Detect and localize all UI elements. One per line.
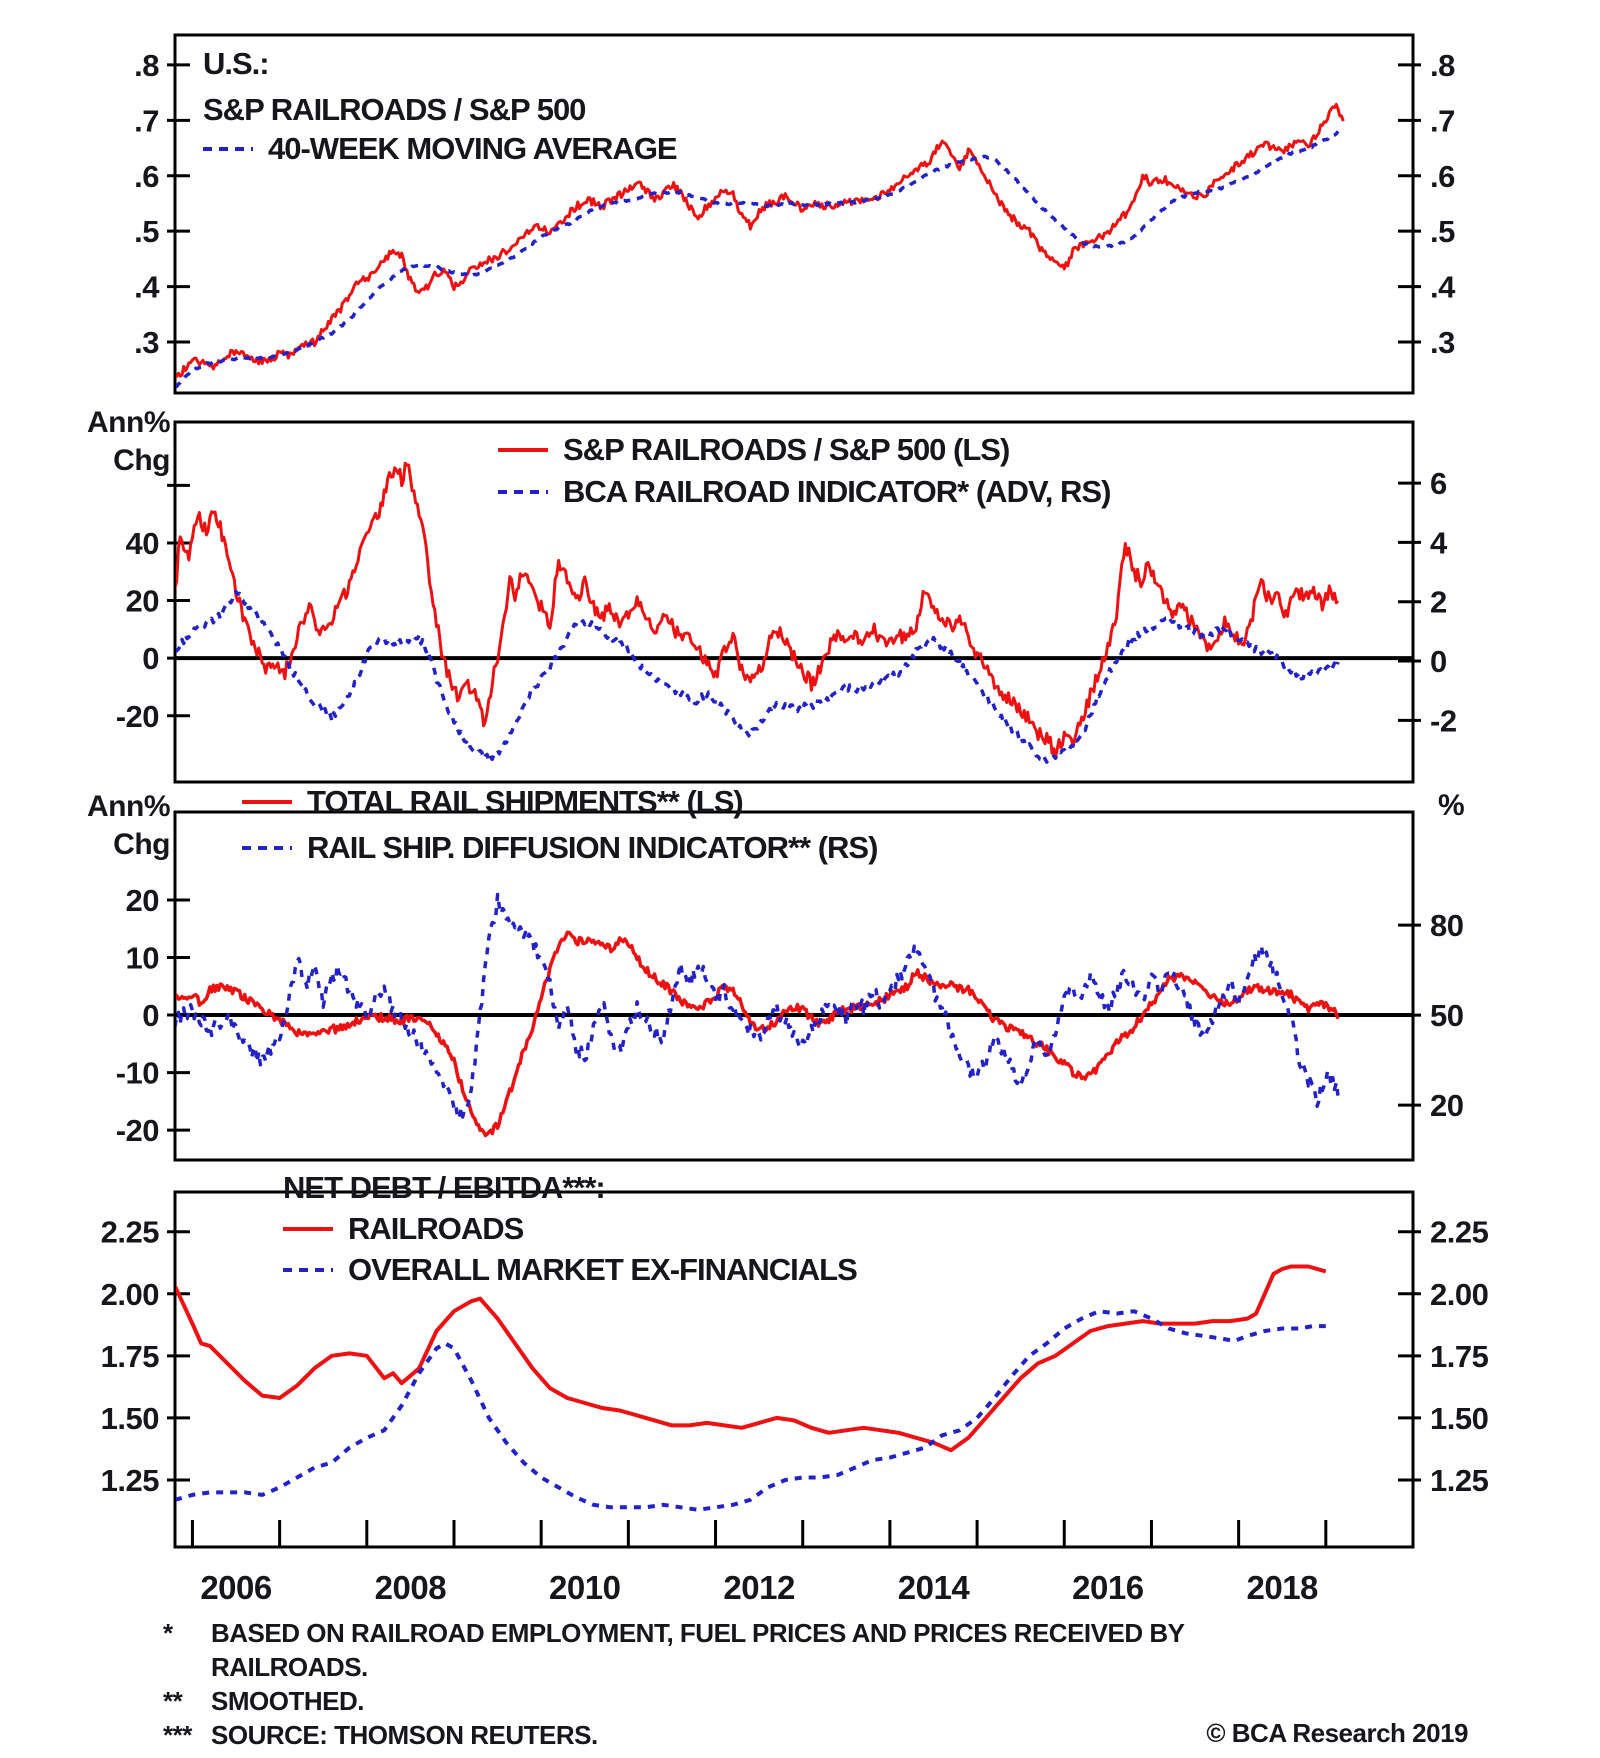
panel4-legend-market-ex-financials (283, 1252, 857, 1288)
x-axis-year-label: 2014 (897, 1569, 970, 1606)
legend-label: OVERALL MARKET EX-FINANCIALS (348, 1252, 857, 1287)
panel2-legend-sp-railroads-ls (498, 432, 1009, 468)
series-line-blue (175, 592, 1338, 762)
y-axis-tick-label: 2.25 (1430, 1214, 1489, 1250)
region-label-text: U.S.: (203, 46, 269, 81)
series-line-blue (175, 1311, 1326, 1510)
y-axis-tick-label: .5 (134, 214, 159, 250)
y-axis-tick-label: 20 (125, 883, 159, 919)
panel4-title (283, 1170, 605, 1206)
red-line-swatch-icon (498, 448, 548, 452)
y-axis-tick-label: -20 (115, 1113, 159, 1149)
panel1-legend-sp-railroads (203, 92, 585, 128)
series-line-blue (175, 131, 1338, 386)
y-axis-tick-label: 1.25 (100, 1462, 159, 1498)
panel2-left-axis-unit (55, 404, 170, 480)
axis-unit-line: Ann% (87, 406, 170, 439)
blue-dashed-line-swatch-icon (203, 147, 253, 151)
footnote-text: RAILROADS. (211, 1652, 368, 1682)
panel3-legend-rail-shipments (242, 784, 743, 820)
blue-dashed-line-swatch-icon (283, 1268, 333, 1272)
y-axis-tick-label: .7 (1430, 103, 1455, 139)
y-axis-tick-label: 1.50 (1430, 1400, 1489, 1436)
axis-unit-line: % (1438, 789, 1465, 822)
y-axis-tick-label: 0 (142, 998, 159, 1034)
y-axis-tick-label: 6 (1430, 466, 1447, 502)
blue-dashed-line-swatch-icon (242, 846, 292, 850)
y-axis-tick-label: .6 (134, 158, 159, 194)
y-axis-tick-label: 0 (1430, 644, 1447, 680)
legend-label: RAILROADS (348, 1211, 524, 1246)
x-axis-year-label: 2008 (374, 1569, 447, 1606)
x-axis-year-label: 2006 (200, 1569, 272, 1606)
axis-unit-line: Chg (113, 444, 170, 477)
panel1-legend-40wk-ma (203, 131, 677, 167)
footnote-marker: * (163, 1618, 173, 1648)
red-line-swatch-icon (283, 1227, 333, 1231)
y-axis-tick-label: .3 (1430, 325, 1455, 361)
y-axis-tick-label: .4 (1430, 269, 1455, 305)
axis-unit-line: Ann% (87, 790, 170, 823)
x-axis-year-label: 2010 (549, 1569, 621, 1606)
series-line-red (175, 932, 1338, 1135)
panel3-left-axis-unit (55, 788, 170, 864)
footnote-text: BASED ON RAILROAD EMPLOYMENT, FUEL PRICES AND PRICES RECEIVED BY (211, 1618, 1185, 1648)
panel1-region-label (203, 46, 269, 82)
y-axis-tick-label: .4 (134, 269, 159, 305)
legend-label: S&P RAILROADS / S&P 500 (203, 92, 586, 127)
y-axis-tick-label: -2 (1430, 703, 1457, 739)
y-axis-tick-label: 1.75 (100, 1338, 159, 1374)
y-axis-tick-label: 1.50 (100, 1400, 159, 1436)
y-axis-tick-label: 1.25 (1430, 1462, 1489, 1498)
copyright-text: © BCA Research 2019 (1206, 1718, 1468, 1748)
y-axis-tick-label: 50 (1430, 998, 1464, 1034)
legend-label: TOTAL RAIL SHIPMENTS** (LS) (307, 784, 743, 819)
footnote-text: SOURCE: THOMSON REUTERS. (211, 1720, 598, 1750)
legend-label: BCA RAILROAD INDICATOR* (ADV, RS) (563, 474, 1111, 509)
y-axis-tick-label: .8 (1430, 47, 1455, 83)
y-axis-tick-label: .6 (1430, 158, 1455, 194)
y-axis-tick-label: 2 (1430, 584, 1447, 620)
y-axis-tick-label: .3 (134, 325, 159, 361)
footnote-marker: *** (163, 1720, 192, 1750)
y-axis-tick-label: 20 (125, 583, 159, 619)
blue-dashed-line-swatch-icon (498, 490, 548, 494)
y-axis-tick-label: 2.00 (1430, 1276, 1489, 1312)
panel3-right-axis-unit (1438, 789, 1465, 823)
y-axis-tick-label: 1.75 (1430, 1338, 1489, 1374)
panel-border (175, 35, 1413, 393)
y-axis-tick-label: 20 (1430, 1088, 1464, 1124)
series-line-red (175, 1267, 1326, 1451)
panel2-legend-bca-indicator (498, 474, 1110, 510)
y-axis-tick-label: 80 (1430, 908, 1464, 944)
y-axis-tick-label: .5 (1430, 214, 1455, 250)
footnote-text: SMOOTHED. (211, 1686, 364, 1716)
axis-unit-line: Chg (113, 828, 170, 861)
legend-title-text: NET DEBT / EBITDA***: (283, 1170, 605, 1205)
x-axis-year-label: 2016 (1072, 1569, 1144, 1606)
red-line-swatch-icon (242, 800, 292, 804)
y-axis-tick-label: 2.00 (100, 1276, 159, 1312)
x-axis-year-label: 2012 (723, 1569, 795, 1606)
footnote-marker (163, 1650, 211, 1684)
y-axis-tick-label: 40 (125, 525, 159, 561)
legend-label: RAIL SHIP. DIFFUSION INDICATOR** (RS) (307, 830, 878, 865)
y-axis-tick-label: .7 (134, 103, 159, 139)
footnote-marker: ** (163, 1686, 183, 1716)
x-axis-year-label: 2018 (1246, 1569, 1318, 1606)
legend-label: 40-WEEK MOVING AVERAGE (268, 131, 677, 166)
panel3-legend-diffusion-indicator (242, 830, 877, 866)
y-axis-tick-label: 4 (1430, 525, 1447, 561)
y-axis-tick-label: 2.25 (100, 1214, 159, 1250)
series-line-blue (175, 895, 1338, 1119)
y-axis-tick-label: .8 (134, 47, 159, 83)
copyright-notice (1150, 1718, 1468, 1749)
y-axis-tick-label: -20 (115, 698, 159, 734)
y-axis-tick-label: 10 (125, 940, 159, 976)
y-axis-tick-label: 0 (142, 641, 159, 677)
panel4-legend-railroads (283, 1211, 523, 1247)
y-axis-tick-label: -10 (115, 1055, 159, 1091)
legend-label: S&P RAILROADS / S&P 500 (LS) (563, 432, 1010, 467)
